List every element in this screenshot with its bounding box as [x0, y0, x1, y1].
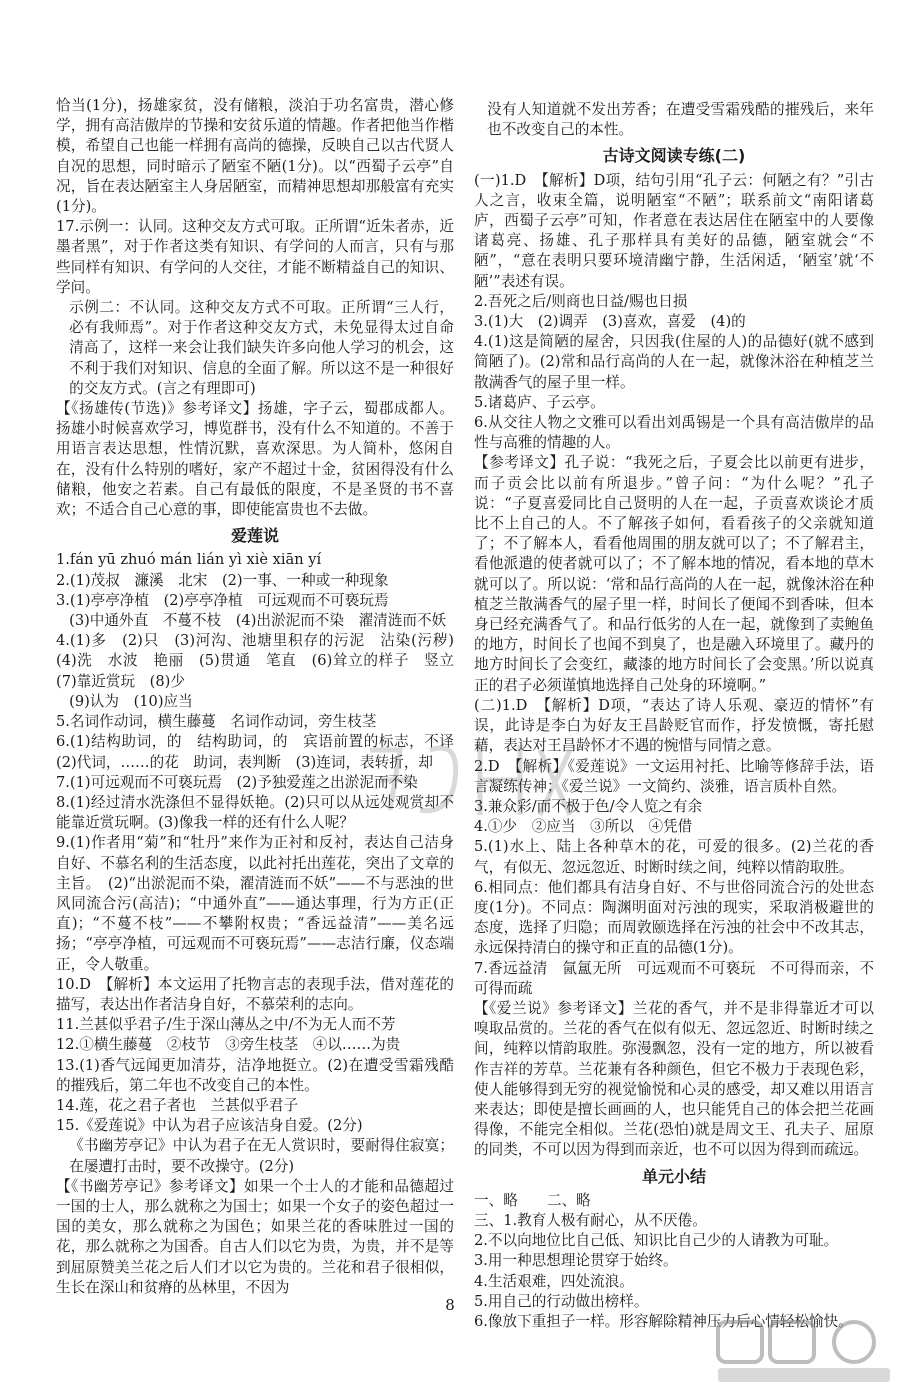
summary-item: 三、1.教育人极有耐心，从不厌倦。: [474, 1211, 707, 1229]
summary-title: 单元小结: [641, 1166, 706, 1186]
paragraph: 示例二：不认同。这种交友方式不可取。正所谓“三人行，必有我师焉”。对于作者这种交友方式，未免显得太过自命清高了，这样一来会让我们缺失许多向他人学习的机会，这不利于我们对知识、信息的全面了解。所以这不是一种很好的交友方式。(言之有理即可): [69, 299, 454, 397]
answer-item: 4.(1)这是简陋的屋舍，只因我(住屋的人)的品德好(就不感到简陋了)。(2)常和品行高尚的人在一起，就像沐浴在种植芝兰散满香气的屋子里一样。: [474, 333, 874, 391]
answer-item: 8.(1)经过清水洗涤但不显得妖艳。(2)只可以从远处观赏却不能靠近赏玩啊。(3)像我一样的还有什么人呢？: [56, 793, 454, 832]
answer-item: (一)1.D 【解析】D项，结句引用“孔子云：何陋之有？”引古人之言，收束全篇，说明陋室“不陋”；联系前文“南阳诸葛庐，西蜀子云亭”可知，作者意在表达居住在陋室中的人要像诸葛亮、扬雄、孔子那样具有美好的品德，陋室就会“不陋”，“意在表明只要环境清幽宁静，生活闲适，‘陋室’就‘不陋’”表述有误。: [474, 171, 874, 290]
paragraph: 恰当(1分)，扬雄家贫，没有储粮，淡泊于功名富贵，潜心修学，拥有高洁傲岸的节操和安贫乐道的情趣。作者把他当作楷模，希望自己也能一样拥有高尚的德操，反映自己以古代贤人自况的思想，同时暗示了陋室不陋(1分)。以“西蜀子云亭”自况，旨在表达陋室主人身居陋室，而精神思想却那般富有充实(1分)。: [56, 97, 454, 216]
left-column: [56, 96, 469, 1298]
answer-item: 4.(1)多 (2)只 (3)河沟、池塘里积存的污泥 沾染(污秽) (4)洗 水波 艳丽 (5)贯通 笔直 (6)耸立的样子 竖立 (7)靠近赏玩 (8)少: [56, 632, 469, 690]
translation-paragraph: 【《爱兰说》参考译文】兰花的香气，并不是非得靠近才可以嗅取品赏的。兰花的香气在似有似无、忽远忽近、时断时续之间，纯粹以情韵取胜。弥漫飘忽，没有一定的地方，所以被看作吉祥的芳草。兰花兼有各种颜色，但它不极力于表现色彩，使人能够得到无穷的视觉愉悦和心灵的感受，却又难以用语言来表达；即使是擅长画画的人，也只能凭自己的体会把兰花画得像，不能完全相似。兰花(恐怕)就是周文王、孔夫子、屈原的同类，不可以因为得到而亲近，也不可以因为得到而疏远。: [474, 999, 874, 1159]
summary-item: 2.不以向地位比自己低、知识比自己少的人请教为可耻。: [474, 1232, 839, 1250]
translation-paragraph: 【参考译文】孔子说：“我死之后，子夏会比以前更有进步，而子贡会比以前有所退步。”曾子问：“为什么呢？”孔子说：“子夏喜爱同比自己贤明的人在一起，子贡喜欢谈论才质比不上自己的人。不了解孩子如何，看看孩子的父亲就知道了；不了解本人，看看他周围的朋友就可以了；不了解君主，看他派遣的使者就可以了；不了解本地的情况，看本地的草木就可以了。所以说：‘常和品行高尚的人在一起，就像沐浴在种植芝兰散满香气的屋子里一样，时间长了便闻不到香味，但本身已经充满香气了。和品行低劣的人在一起，就像到了卖鲍鱼的地方，时间长了也闻不到臭了，也是融入环境里了。藏丹的地方时间长了会变红，藏漆的地方时间长了会变黑。’所以说真正的君子必须谨慎地选择自己处身的环境啊。”: [474, 454, 874, 694]
answer-item: 5.名词作动词，横生藤蔓 名词作动词，旁生枝茎: [56, 713, 377, 731]
answer-item: 14.莲，花之君子者也 兰甚似乎君子: [56, 1096, 299, 1114]
answer-item: 15.《爱莲说》中认为君子应该洁身自爱。(2分): [56, 1117, 363, 1135]
summary-item: 6.像放下重担子一样。形容解除精神压力后心情轻松愉快。: [474, 1312, 853, 1330]
summary-item: 3.用一种思想理论贯穿于始终。: [474, 1252, 678, 1270]
answer-item: 1.fán yū zhuó mán lián yì xiè xiān yí: [56, 551, 322, 569]
summary-item: 一、略 二、略: [474, 1191, 591, 1209]
section-title: 爱莲说: [230, 526, 279, 546]
answer-item: 7.香远益清 氤氲无所 可远观而不可亵玩 不可得而亲，不可得而疏: [474, 959, 874, 997]
answer-item: 7.(1)可远观而不可亵玩焉 (2)予独爱莲之出淤泥而不染: [56, 773, 418, 791]
answer-item: 17.示例一：认同。这种交友方式可取。正所谓“近朱者赤，近墨者黑”，对于作者这类有知识、有学问的人而言，只有与那些同样有知识、有学问的人交往，才能不断精益自己的知识、学问。: [56, 218, 454, 296]
answer-item: 2.吾死之后/则商也日益/赐也日损: [474, 292, 688, 310]
answer-item: 3.(1)大 (2)调弄 (3)喜欢，喜爱 (4)的: [474, 313, 746, 331]
translation-paragraph: 【《书幽芳亭记》参考译文】如果一个士人的才能和品德超过一国的士人，那么就称之为国士；如果一个女子的姿色超过一国的美女，那么就称之为国色；如果兰花的香味胜过一国的花，那么就称之为国香。自古人们以它为贵，为贵，并不是等到屈原赞美兰花之后人们才以它为贵的。兰花和君子很相似，生长在深山和贫瘠的丛林里，不因为: [56, 1177, 454, 1296]
answer-item: 11.兰甚似乎君子/生于深山薄丛之中/不为无人而不芳: [56, 1016, 396, 1034]
answer-item: 13.(1)香气远闻更加清芬，洁净地挺立。(2)在遭受雪霜残酷的摧残后，第二年也不改变自己的本性。: [56, 1056, 454, 1094]
answer-item: 3.兼众彩/而不极于色/令人览之有余: [474, 797, 703, 815]
page-number: 8: [445, 1296, 455, 1314]
answer-item: 12.①横生藤蔓 ②枝节 ③旁生枝茎 ④以……为贵: [56, 1036, 401, 1054]
summary-item: 4.生活艰难，四处流浪。: [474, 1272, 634, 1290]
site-logo-icon: [714, 1316, 894, 1386]
right-column: [474, 100, 874, 1332]
section-title: 古诗文阅读专练(二): [602, 146, 746, 166]
answer-item: 《书幽芳亭记》中认为君子在无人赏识时，要耐得住寂寞；在屡遭打击时，要不改操守。(2分): [69, 1137, 454, 1175]
answer-item: 9.(1)作者用“菊”和“牡丹”来作为正衬和反衬，表达自己洁身自好、不慕名利的生活态度，以此衬托出莲花，突出了文章的主旨。 (2)“出淤泥而不染，濯清涟而不妖”——不与恶浊的世风同流合污(高洁)；“中通外直”——通达事理，行为方正(正直)；“不蔓不枝”——不攀附权贵；“香远益清”——美名远扬；“亭亭净植，可远观而不可亵玩焉”——志洁行廉，仪态端正，令人敬重。: [56, 834, 454, 973]
answer-item: (9)认为 (10)应当: [69, 692, 193, 710]
summary-item: 5.用自己的行动做出榜样。: [474, 1292, 649, 1310]
answer-item: 6.(1)结构助词，的 结构助词，的 宾语前置的标志，不译(2)代词，……的花 助词，表判断 (3)连词，表转折，却: [56, 733, 454, 771]
answer-item: 6.相同点：他们都具有洁身自好、不与世俗同流合污的处世态度(1分)。不同点：陶渊明面对污浊的现实，采取消极避世的态度，选择了归隐；而周敦颐选择在污浊的社会中不改其志，永远保持清白的操守和正直的品德(1分)。: [474, 878, 874, 957]
answer-item: 10.D 【解析】本文运用了托物言志的表现手法，借对莲花的描写，表达出作者洁身自好，不慕荣利的志向。: [56, 975, 454, 1013]
answer-item: 5.诸葛庐、子云亭。: [474, 393, 605, 411]
translation-paragraph: 【《扬雄传(节选)》参考译文】扬雄，字子云，蜀郡成都人。扬雄小时候喜欢学习，博览群书，没有什么不知道的。不善于用语言表达思想，性情沉默，喜欢深思。为人简朴，悠闲自在，没有什么特别的嗜好，家产不超过十金，贫困得没有什么储粮，他安之若素。自己有最低的限度，不是圣贤的书不喜欢；不适合自己心意的事，即使能富贵也不去做。: [56, 400, 454, 519]
answer-item: 2.D 【解析】《爱莲说》一文运用衬托、比喻等修辞手法，语言凝练传神；《爱兰说》一文简约、淡雅，语言质朴自然。: [474, 757, 874, 795]
answer-item: (3)中通外直 不蔓不枝 (4)出淤泥而不染 濯清涟而不妖: [69, 612, 447, 630]
paragraph: 没有人知道就不发出芳香；在遭受雪霜残酷的摧残后，来年也不改变自己的本性。: [487, 101, 874, 139]
answer-item: 5.(1)水上、陆上各种草木的花，可爱的很多。(2)兰花的香气，有似无、忽远忽近、时断时续之间，纯粹以情韵取胜。: [474, 838, 874, 876]
answer-item: 3.(1)亭亭净植 (2)亭亭净植 可远观而不可亵玩焉: [56, 591, 389, 609]
answer-item: 6.从交往人物之文雅可以看出刘禹锡是一个具有高洁傲岸的品性与高雅的情趣的人。: [474, 414, 874, 452]
answer-item: 2.(1)茂叔 濂溪 北宋 (2)一事、一种或一种现象: [56, 571, 389, 589]
answer-item: 4.①少 ②应当 ③所以 ④凭借: [474, 818, 693, 836]
answer-item: (二)1.D 【解析】D项，“表达了诗人乐观、豪迈的情怀”有误，此诗是李白为好友王昌龄贬官而作，抒发愤慨，寄托慰藉，表达对王昌龄怀才不遇的惋惜与同情之意。: [474, 696, 874, 755]
